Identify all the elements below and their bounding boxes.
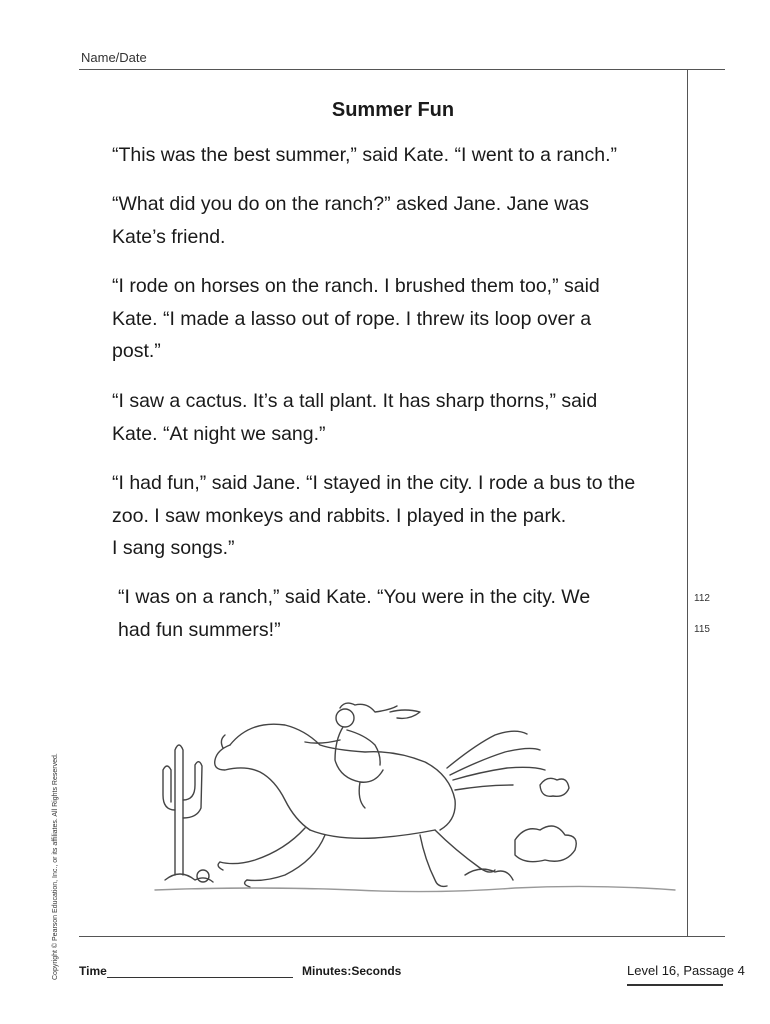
paragraph-line: “I was on a ranch,” said Kate. “You were in the city. We bbox=[118, 586, 591, 608]
name-date-label: Name/Date bbox=[81, 50, 147, 65]
copyright-notice: Copyright © Pearson Education, Inc., or its affiliates. All Rights Reserved. bbox=[52, 753, 59, 980]
paragraph-line: “What did you do on the ranch?” asked Jane. Jane was bbox=[112, 193, 589, 215]
paragraph-line: “I saw a cactus. It’s a tall plant. It has sharp thorns,” said bbox=[112, 390, 598, 412]
paragraph-3 bbox=[112, 270, 682, 368]
paragraph-4 bbox=[112, 385, 682, 450]
dust-cloud-icon bbox=[465, 778, 576, 880]
horse-icon bbox=[215, 724, 545, 887]
word-count-115: 115 bbox=[694, 624, 710, 635]
paragraph-line: Kate. “At night we sang.” bbox=[112, 422, 326, 445]
paragraph-6 bbox=[118, 581, 688, 646]
paragraph-line: Kate. “I made a lasso out of rope. I threw its loop over a bbox=[112, 307, 592, 330]
paragraph-2 bbox=[112, 188, 682, 253]
paragraph-line: “This was the best summer,” said Kate. “I went to a ranch.” bbox=[112, 144, 618, 166]
paragraph-line: “I rode on horses on the ranch. I brushed them too,” said bbox=[112, 275, 600, 297]
paragraph-line: Kate’s friend. bbox=[112, 225, 226, 248]
time-entry-line bbox=[107, 977, 293, 978]
paragraph-5 bbox=[112, 467, 682, 565]
paragraph-line: post.” bbox=[112, 340, 161, 362]
cactus-icon bbox=[163, 745, 213, 882]
minutes-seconds-label: Minutes:Seconds bbox=[302, 964, 402, 978]
paragraph-line: had fun summers!” bbox=[118, 618, 281, 641]
horse-rider-illustration bbox=[135, 690, 695, 905]
time-label: Time bbox=[79, 964, 107, 978]
word-count-112: 112 bbox=[694, 593, 710, 604]
top-rule bbox=[79, 69, 725, 70]
level-passage-label: Level 16, Passage 4 bbox=[627, 963, 745, 978]
paragraph-line: I sang songs.” bbox=[112, 537, 235, 559]
bottom-rule bbox=[79, 936, 725, 937]
level-underline bbox=[627, 984, 723, 986]
paragraph-1 bbox=[112, 139, 682, 172]
paragraph-line: zoo. I saw monkeys and rabbits. I played in the park. bbox=[112, 504, 567, 527]
passage-title: Summer Fun bbox=[331, 99, 455, 121]
paragraph-line: “I had fun,” said Jane. “I stayed in the city. I rode a bus to the bbox=[112, 472, 636, 494]
